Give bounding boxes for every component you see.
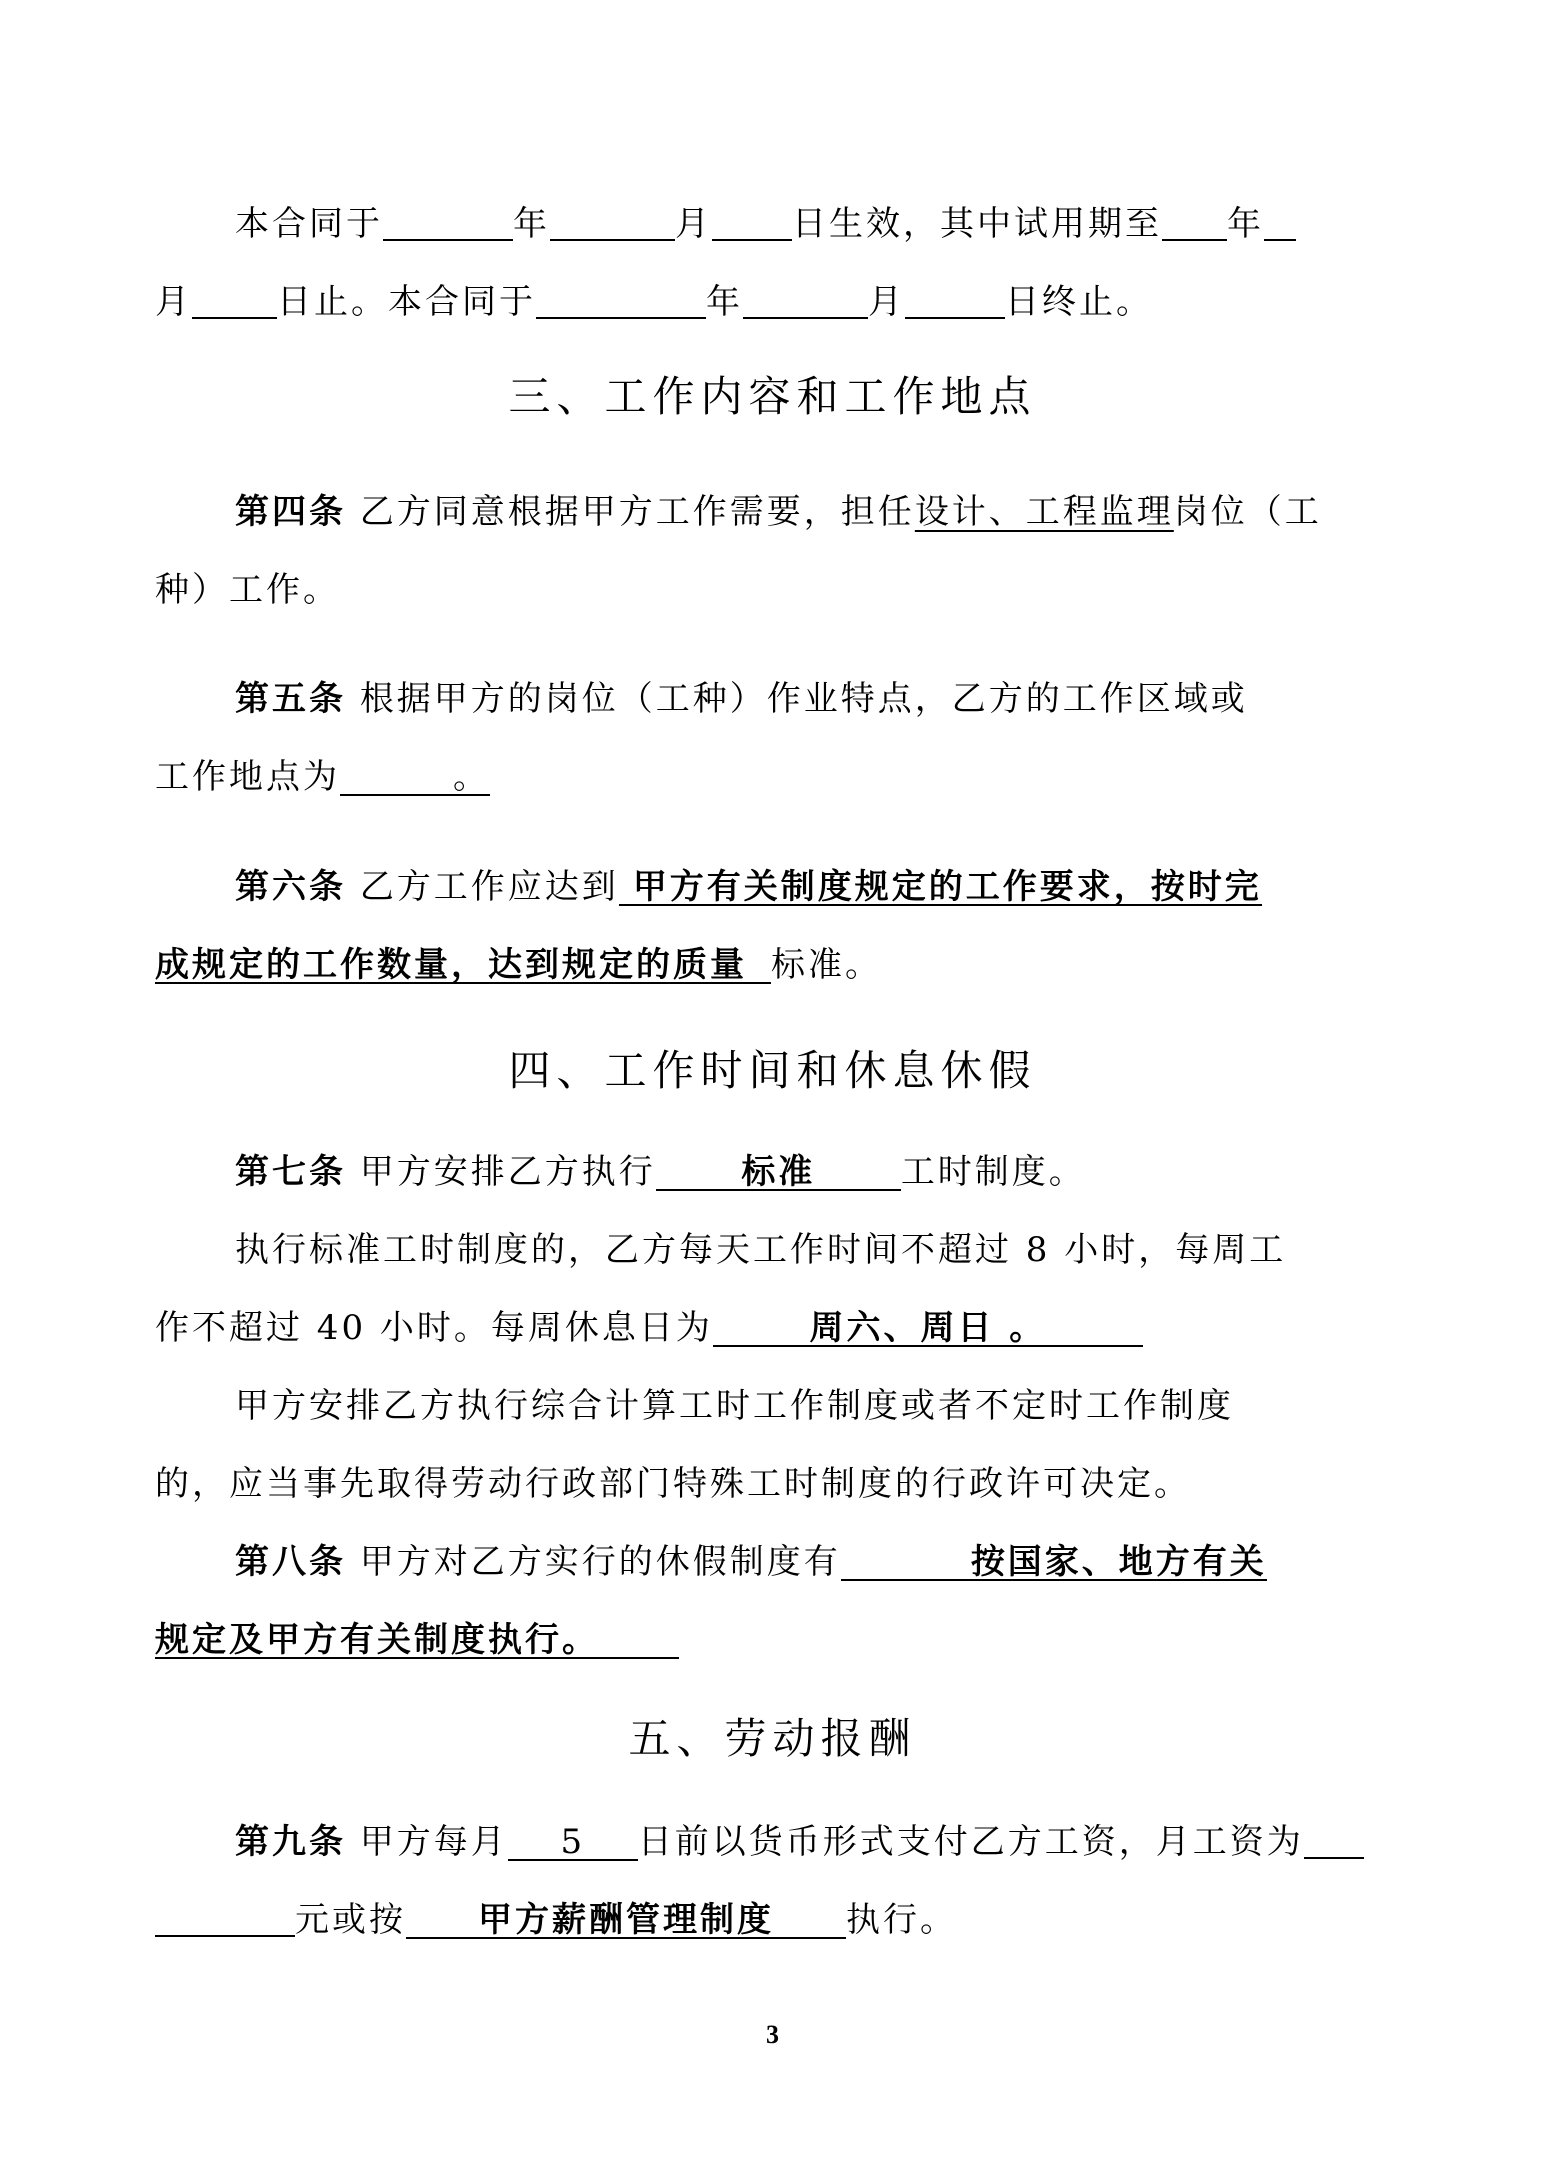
filled-value: 设计、工程监理 [914,492,1174,532]
blank-field [1304,1823,1364,1859]
text: 甲方安排乙方执行综合计算工时工作制度或者不定时工作制度 [235,1386,1234,1426]
filled-value: 标准 [656,1155,901,1191]
article-7-para-3-line-2 [155,1464,1395,1504]
section-heading-3: 三、工作内容和工作地点 [508,372,1037,421]
effective-date-line-2 [155,282,1395,322]
text: 标准。 [771,945,882,985]
text: 执行。 [846,1900,957,1940]
article-6-line-2 [155,945,1395,985]
blank-field [383,205,513,241]
text: 的，应当事先取得劳动行政部门特殊工时制度的行政许可决定。 [155,1464,1191,1504]
text: 根据甲方的岗位（工种）作业特点，乙方的工作区域或 [359,679,1248,719]
article-9-line-2 [155,1901,1395,1939]
article-label: 第四条 [235,492,346,532]
article-8-line-1 [235,1542,1395,1582]
text: 年 [513,204,550,244]
blank-field [743,283,868,319]
article-6-line-1 [235,867,1395,907]
text: 岗位（工 [1173,492,1322,532]
article-5-line-1 [235,679,1395,719]
article-8-line-2 [155,1620,1395,1660]
text: 乙方同意根据甲方工作需要，担任 [359,492,915,532]
article-4-line-1 [235,492,1395,532]
article-7-line-1 [235,1152,1395,1192]
text: 作不超过 40 小时。每周休息日为 [155,1308,713,1348]
article-7-para-3-line-1 [235,1386,1395,1426]
article-label: 第五条 [235,679,346,719]
text: 工时制度。 [900,1152,1086,1192]
blank-field [1264,205,1296,241]
text: 种）工作。 [155,570,340,610]
text: 本合同于 [235,204,383,244]
article-7-para-2-line-1 [235,1230,1395,1270]
text: 月 [155,282,192,322]
text: 日止。本合同于 [277,282,536,322]
text: 执行标准工时制度的，乙方每天工作时间不超过 8 小时，每周工 [235,1230,1287,1270]
article-label: 第八条 [235,1542,346,1582]
article-label: 第六条 [235,867,346,907]
article-4-line-2 [155,570,1395,610]
text: 年 [1227,204,1264,244]
text: 工作地点为 [155,757,340,797]
blank-field [536,283,706,319]
article-label: 第七条 [235,1152,346,1192]
filled-value: 按国家、地方有关 [841,1545,1267,1581]
text: 元或按 [295,1900,406,1940]
blank-field [192,283,277,319]
text: 日生效，其中试用期至 [792,204,1162,244]
text: 年 [706,282,743,322]
blank-field [712,205,792,241]
text: 乙方工作应达到 [359,867,619,907]
text: 月 [675,204,712,244]
blank-field [155,1901,295,1937]
section-heading-4: 四、工作时间和休息休假 [508,1046,1037,1095]
filled-value: 成规定的工作数量，达到规定的质量 [155,948,771,984]
blank-field [1162,205,1227,241]
text: 甲方每月 [359,1822,508,1862]
filled-value: 规定及甲方有关制度执行。 [155,1623,679,1659]
section-heading-5: 五、劳动报酬 [628,1714,917,1763]
blank-field [905,283,1005,319]
page-number: 3 [766,2020,779,2049]
article-label: 第九条 [235,1822,346,1862]
article-5-line-2 [155,757,1395,797]
text: 日前以货币形式支付乙方工资，月工资为 [637,1822,1304,1862]
filled-value: 甲方有关制度规定的工作要求，按时完 [619,870,1262,906]
text: 日终止。 [1005,282,1153,322]
filled-value: 甲方薪酬管理制度 [406,1903,846,1939]
text: 甲方安排乙方执行 [359,1152,656,1192]
article-7-para-2-line-2 [155,1308,1395,1348]
text: 月 [868,282,905,322]
filled-value: 周六、周日 。 [713,1311,1143,1347]
filled-value: 5 [508,1825,638,1861]
blank-field [550,205,675,241]
filled-value: 。 [340,760,490,796]
text: 甲方对乙方实行的休假制度有 [359,1542,841,1582]
effective-date-line-1 [235,204,1395,244]
article-9-line-1 [235,1823,1395,1861]
